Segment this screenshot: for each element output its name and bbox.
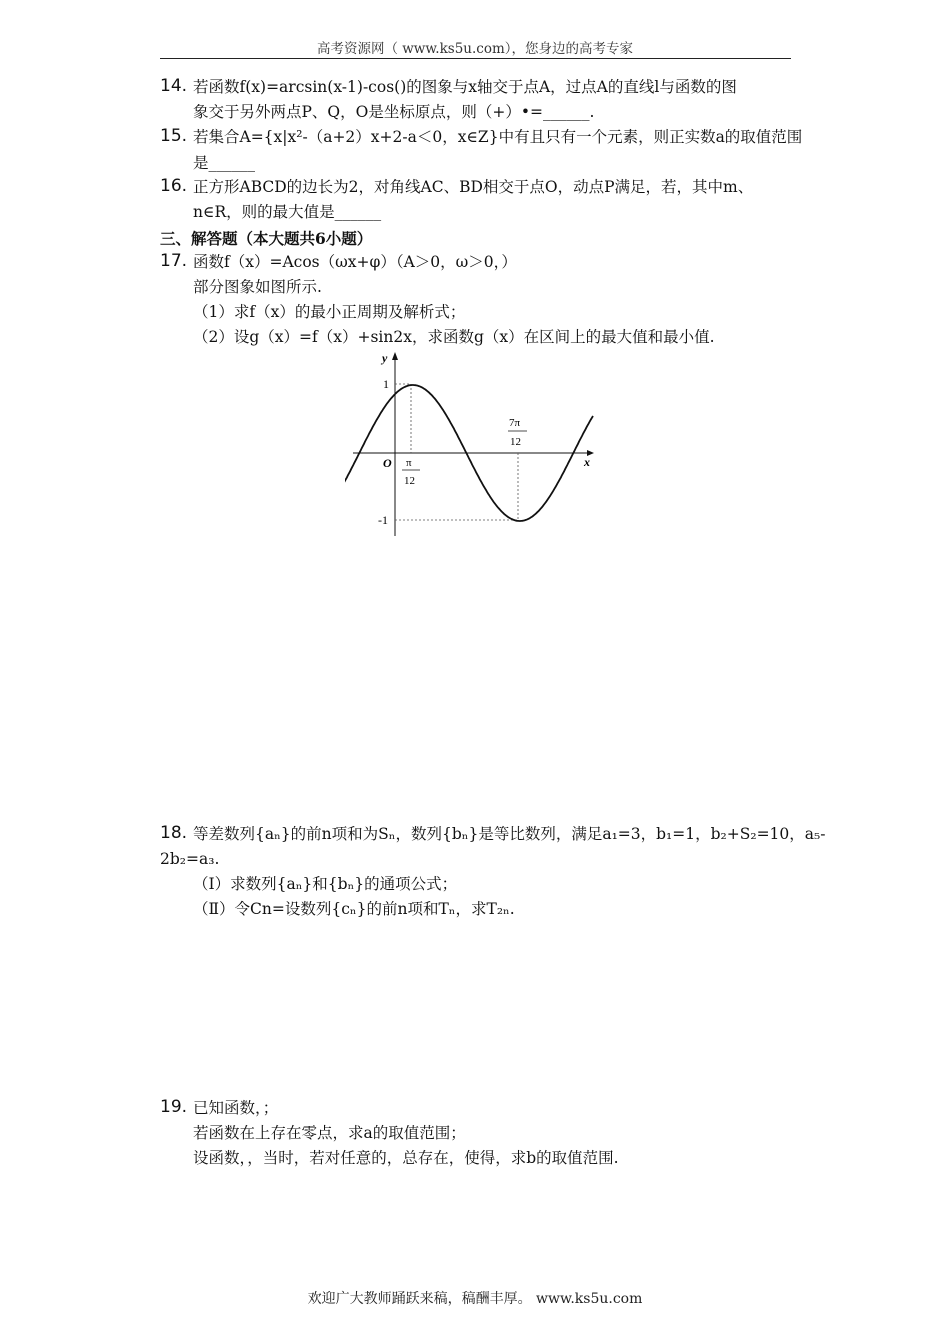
problem-17-line1: 函数f（x）=Acos（ωx+φ）（A＞0，ω＞0，） [193,253,517,271]
problem-14-line2: 象交于另外两点P、Q，O是坐标原点，则（+）•=______. [193,103,595,121]
seven-pi-over-12-denominator: 12 [510,436,521,448]
problem-18-q1: （Ⅰ）求数列{aₙ}和{bₙ}的通项公式； [193,875,458,893]
y-tick-minus-1: -1 [378,513,388,527]
problem-19-number: 19. [160,1097,188,1117]
problem-18-line2: 2b₂=a₃. [160,850,220,868]
problem-19-line1: 已知函数，； [193,1099,279,1117]
header-divider [160,58,791,59]
y-axis-arrow [392,352,398,360]
function-graph [345,346,605,546]
problem-15-number: 15. [160,126,188,146]
problem-17-q1: （1）求f（x）的最小正周期及解析式； [193,303,466,321]
pi-over-12-denominator: 12 [404,475,415,487]
problem-19-line2: 若函数在上存在零点，求a的取值范围； [193,1124,466,1142]
problem-18-line1: 等差数列{aₙ}的前n项和为Sₙ，数列{bₙ}是等比数列，满足a₁=3，b₁=1，b₂+S₂=10，a₅- [193,825,826,843]
problem-17-q2: （2）设g（x）=f（x）+sin2x，求函数g（x）在区间上的最大值和最小值. [193,328,715,346]
origin-label: O [383,456,392,470]
problem-19-line3: 设函数，，当时，若对任意的，总存在，使得，求b的取值范围. [193,1149,619,1167]
page-footer: 欢迎广大教师踊跃来稿，稿酬丰厚。 www.ks5u.com [307,1291,643,1307]
problem-16-line2: n∈R，则的最大值是______ [193,203,382,221]
y-axis-label: y [382,351,388,365]
seven-pi-over-12-numerator: 7π [509,417,521,429]
problem-17-number: 17. [160,251,188,271]
problem-14-number: 14. [160,76,188,96]
problem-17-line2: 部分图象如图所示. [193,278,322,296]
problem-16-number: 16. [160,176,188,196]
problem-18-q2: （Ⅱ）令Cn=设数列{cₙ}的前n项和Tₙ，求T₂ₙ. [193,900,515,918]
x-axis-label: x [584,455,590,469]
problem-18-number: 18. [160,823,188,843]
pi-over-12-numerator: π [406,457,412,469]
problem-16-line1: 正方形ABCD的边长为2，对角线AC、BD相交于点O，动点P满足，若，其中m、 [193,178,754,196]
problem-15-line2: 是______ [193,154,256,172]
page-header: 高考资源网（ www.ks5u.com），您身边的高考专家 [316,41,634,57]
y-tick-1: 1 [383,377,389,391]
section-heading: 三、解答题（本大题共6小题） [160,229,373,248]
problem-15-line1: 若集合A={x|x²-（a+2）x+2-a＜0，x∈Z}中有且只有一个元素，则正实数a的取值范围 [193,128,803,146]
problem-14-line1: 若函数f(x)=arcsin(x-1)-cos()的图象与x轴交于点A，过点A的直线l与函数的图 [193,78,737,96]
